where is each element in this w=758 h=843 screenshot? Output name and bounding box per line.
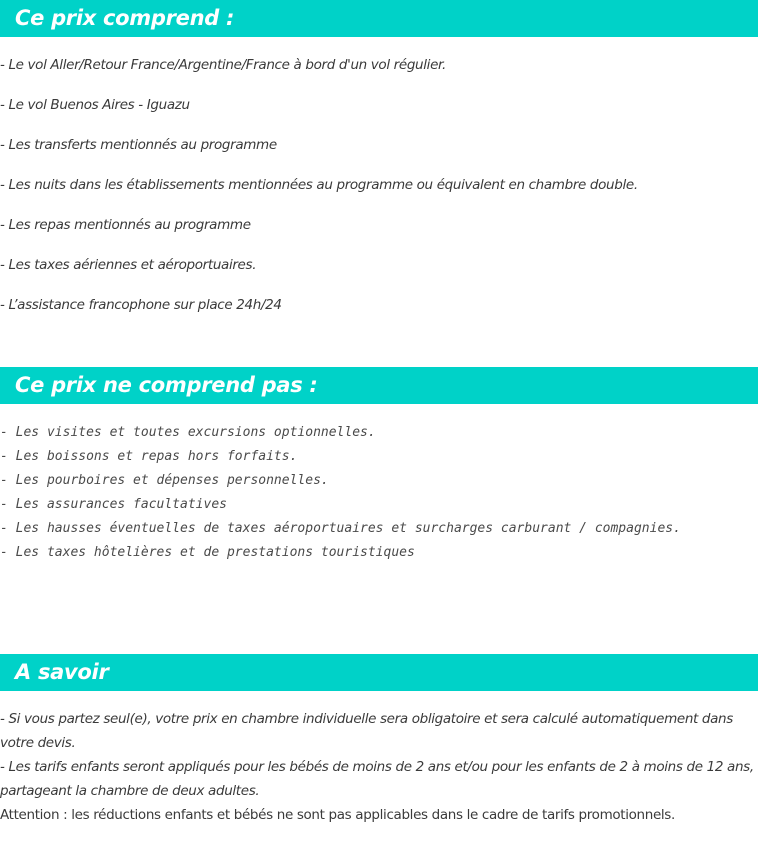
- list-item: - Le vol Buenos Aires - Iguazu: [0, 97, 190, 113]
- list-item: - Les boissons et repas hors forfaits.: [0, 449, 298, 464]
- info-paragraph: - Si vous partez seul(e), votre prix en chambre individuelle sera obligatoire et sera calculé automatiquement dans votre devis.: [0, 711, 733, 751]
- list-item: - Les assurances facultatives: [0, 497, 227, 512]
- list-item: - Les taxes hôtelières et de prestations touristiques: [0, 545, 415, 560]
- list-item: - Les nuits dans les établissements mentionnées au programme ou équivalent en chambre double.: [0, 177, 638, 193]
- attention-note: Attention : les réductions enfants et bébés ne sont pas applicables dans le cadre de tarifs promotionnels.: [0, 807, 675, 823]
- list-item: - L’assistance francophone sur place 24h/24: [0, 297, 282, 313]
- excludes-heading: Ce prix ne comprend pas :: [0, 367, 758, 404]
- list-item: - Les repas mentionnés au programme: [0, 217, 251, 233]
- includes-list: [0, 53, 638, 333]
- info-heading: A savoir: [0, 654, 758, 691]
- list-item: - Les hausses éventuelles de taxes aéroportuaires et surcharges carburant / compagnies.: [0, 521, 681, 536]
- excludes-list: [0, 421, 681, 565]
- list-item: - Les pourboires et dépenses personnelles.: [0, 473, 329, 488]
- list-item: - Les taxes aériennes et aéroportuaires.: [0, 257, 257, 273]
- list-item: - Les visites et toutes excursions optionnelles.: [0, 425, 376, 440]
- includes-heading: Ce prix comprend :: [0, 0, 758, 37]
- info-paragraph: - Les tarifs enfants seront appliqués pour les bébés de moins de 2 ans et/ou pour les enfants de 2 à moins de 12 ans, partageant la chambre de deux adultes.: [0, 759, 754, 799]
- info-block: [0, 707, 756, 827]
- list-item: - Les transferts mentionnés au programme: [0, 137, 277, 153]
- list-item: - Le vol Aller/Retour France/Argentine/France à bord d'un vol régulier.: [0, 57, 446, 73]
